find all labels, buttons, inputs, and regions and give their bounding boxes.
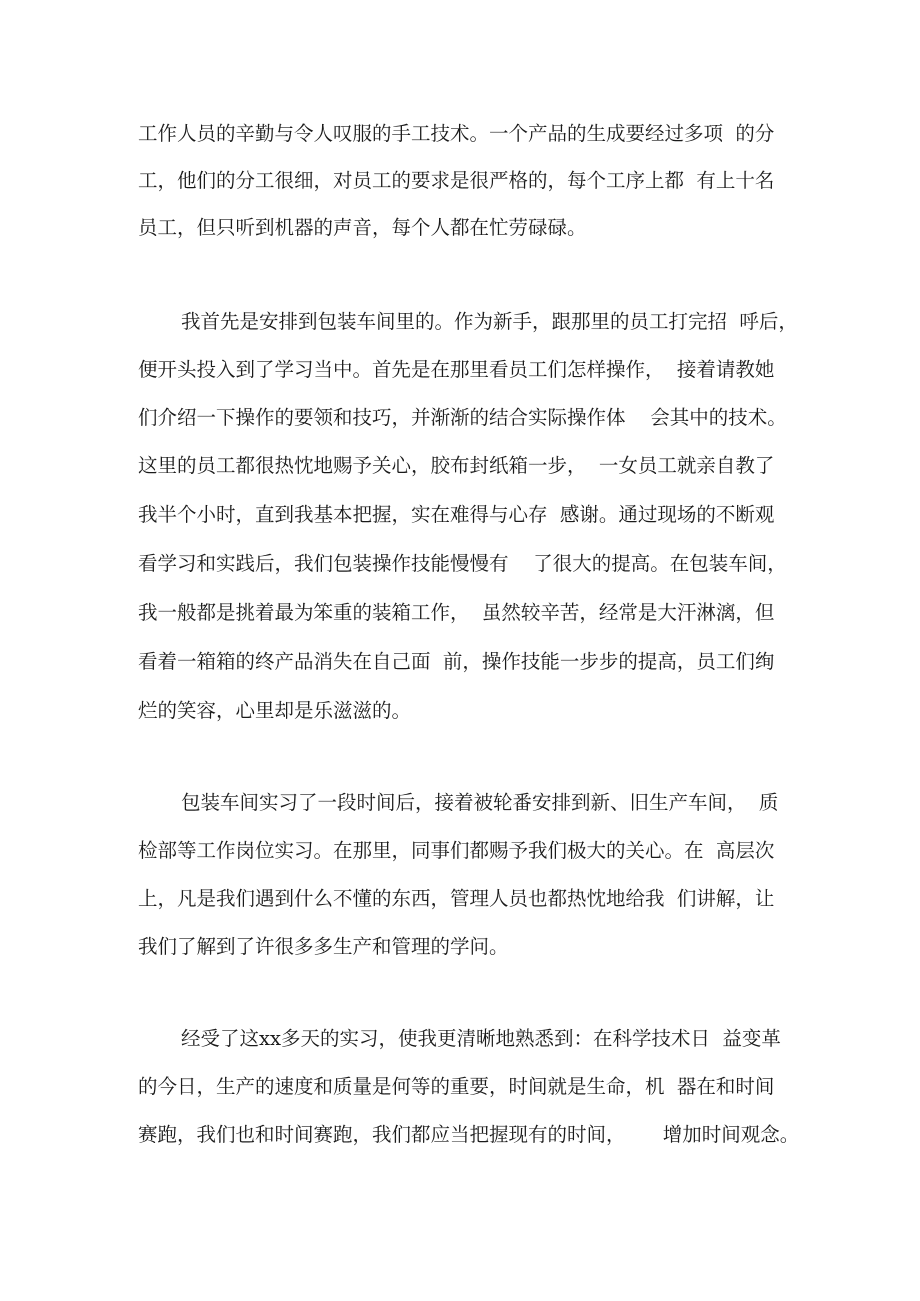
text-line: 烂的笑容，心里却是乐滋滋的。	[138, 699, 412, 722]
text-line: 看着一箱箱的终产品消失在自己面 前，操作技能一步步的提高，员工们绚	[138, 650, 775, 673]
text-line: 们介绍一下操作的要领和技巧，并渐渐的结合实际操作体 会其中的技术。	[138, 406, 787, 429]
text-line: 我首先是安排到包装车间里的。作为新手，跟那里的员工打完招 呼后，	[181, 310, 798, 333]
text-line: 我一般都是挑着最为笨重的装箱工作， 虽然较辛苦，经常是大汗淋漓，但	[138, 601, 775, 624]
text-line: 便开头投入到了学习当中。首先是在那里看员工们怎样操作， 接着请教她	[138, 358, 775, 381]
text-line: 我半个小时，直到我基本把握，实在难得与心存 感谢。通过现场的不断观	[138, 503, 775, 526]
text-line: 工作人员的辛勤与令人叹服的手工技术。一个产品的生成要经过多项 的分	[138, 122, 775, 145]
text-line: 赛跑，我们也和时间赛跑，我们都应当把握现有的时间， 增加时间观念。	[138, 1123, 800, 1146]
text-line: 员工，但只听到机器的声音，每个人都在忙劳碌碌。	[138, 216, 587, 239]
text-line: 这里的员工都很热忱地赐予关心，胶布封纸箱一步， 一女员工就亲自教了	[138, 454, 775, 477]
text-line: 包装车间实习了一段时间后，接着被轮番安排到新、旧生产车间， 质	[181, 791, 779, 814]
text-line: 经受了这xx多天的实习，使我更清晰地熟悉到：在科学技术日 益变革	[181, 1027, 781, 1050]
text-line: 看学习和实践后，我们包装操作技能慢慢有 了很大的提高。在包装车间，	[138, 552, 787, 575]
text-line: 检部等工作岗位实习。在那里，同事们都赐予我们极大的关心。在 高层次	[138, 839, 775, 862]
text-line: 我们了解到了许很多多生产和管理的学问。	[138, 935, 509, 958]
text-line: 上，凡是我们遇到什么不懂的东西，管理人员也都热忱地给我 们讲解，让	[138, 887, 775, 910]
text-line: 的今日，生产的速度和质量是何等的重要，时间就是生命，机 器在和时间	[138, 1075, 775, 1098]
text-line: 工，他们的分工很细，对员工的要求是很严格的，每个工序上都 有上十名	[138, 169, 775, 192]
